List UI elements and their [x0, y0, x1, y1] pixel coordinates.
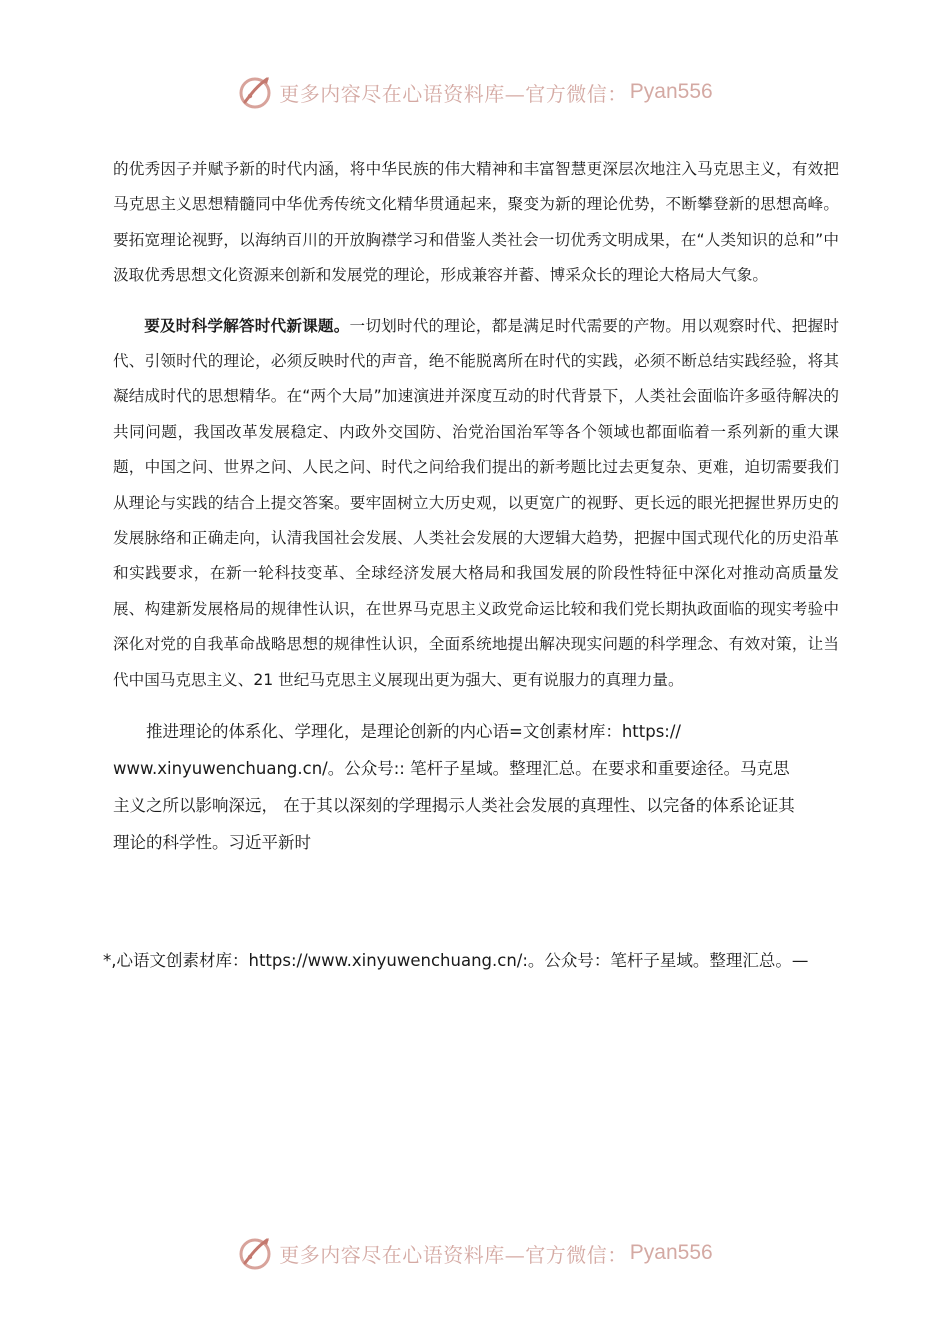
- header-banner: [0, 72, 950, 112]
- paragraph-3-line-3: 主义之所以影响深远， 在于其以深刻的学理揭示人类社会发展的真理性、以完备的体系论证其: [113, 796, 795, 816]
- paragraph-3: [113, 713, 839, 861]
- banner-text: 更多内容尽在心语资料库—官方微信：: [279, 81, 628, 106]
- footnote: *,心语文创素材库：https://www.xinyuwenchuang.cn/:。公众号：笔杆子星域。整理汇总。—: [103, 951, 809, 970]
- brush-logo-icon: [237, 1235, 273, 1271]
- banner-wechat-id: Pyan556: [629, 1241, 713, 1264]
- paragraph-2-text: 一切划时代的理论，都是满足时代需要的产物。用以观察时代、把握时代、引领时代的理论，必须反映时代的声音，绝不能脱离所在时代的实践，必须不断总结实践经验，将其凝结成时代的思想精华。在“两个大局”加速演进并深度互动的时代背景下，人类社会面临许多亟待解决的共同问题，我国改革发展稳定、内政外交国防、治党治国治军等各个领域也都面临着一系列新的重大课题，中国之问、世界之问、人民之问、时代之问给我们提出的新考题比过去更复杂、更难，迫切需要我们从理论与实践的结合上提交答案。要牢固树立大历史观，以更宽广的视野、更长远的眼光把握世界历史的发展脉络和正确走向，认清我国社会发展、人类社会发展的大逻辑大趋势，把握中国式现代化的历史沿革和实践要求，在新一轮科技变革、全球经济发展大格局和我国发展的阶段性特征中深化对推动高质量发展、构建新发展格局的规律性认识，在世界马克思主义政党命运比较和我们党长期执政面临的现实考验中深化对党的自我革命战略思想的规律性认识，全面系统地提出解决现实问题的科学理念、有效对策，让当代中国马克思主义、21 世纪马克思主义展现出更为强大、更有说服力的真理力量。: [113, 316, 839, 689]
- document-body: [113, 152, 839, 861]
- paragraph-2: [113, 309, 839, 698]
- paragraph-2-lead: 要及时科学解答时代新课题。: [144, 316, 350, 335]
- paragraph-3-line-4: 理论的科学性。习近平新时: [113, 833, 311, 853]
- banner-text: 更多内容尽在心语资料库—官方微信：: [279, 1242, 628, 1267]
- paragraph-1-text: 的优秀因子并赋予新的时代内涵，将中华民族的伟大精神和丰富智慧更深层次地注入马克思主义，有效把马克思主义思想精髓同中华优秀传统文化精华贯通起来，聚变为新的理论优势，不断攀登新的思想高峰。要拓宽理论视野，以海纳百川的开放胸襟学习和借鉴人类社会一切优秀文明成果，在“人类知识的总和”中汲取优秀思想文化资源来创新和发展党的理论，形成兼容并蓄、博采众长的理论大格局大气象。: [113, 160, 839, 285]
- paragraph-3-line-1: 推进理论的体系化、学理化，是理论创新的内心语=文创素材库：https://: [146, 722, 681, 742]
- footer-banner: [0, 1233, 950, 1273]
- banner-wechat-id: Pyan556: [629, 80, 713, 103]
- paragraph-1: [113, 152, 839, 294]
- brush-logo-icon: [237, 74, 273, 110]
- paragraph-3-line-2: www.xinyuwenchuang.cn/。公众号:: 笔杆子星域。整理汇总。在要求和重要途径。马克思: [113, 759, 790, 779]
